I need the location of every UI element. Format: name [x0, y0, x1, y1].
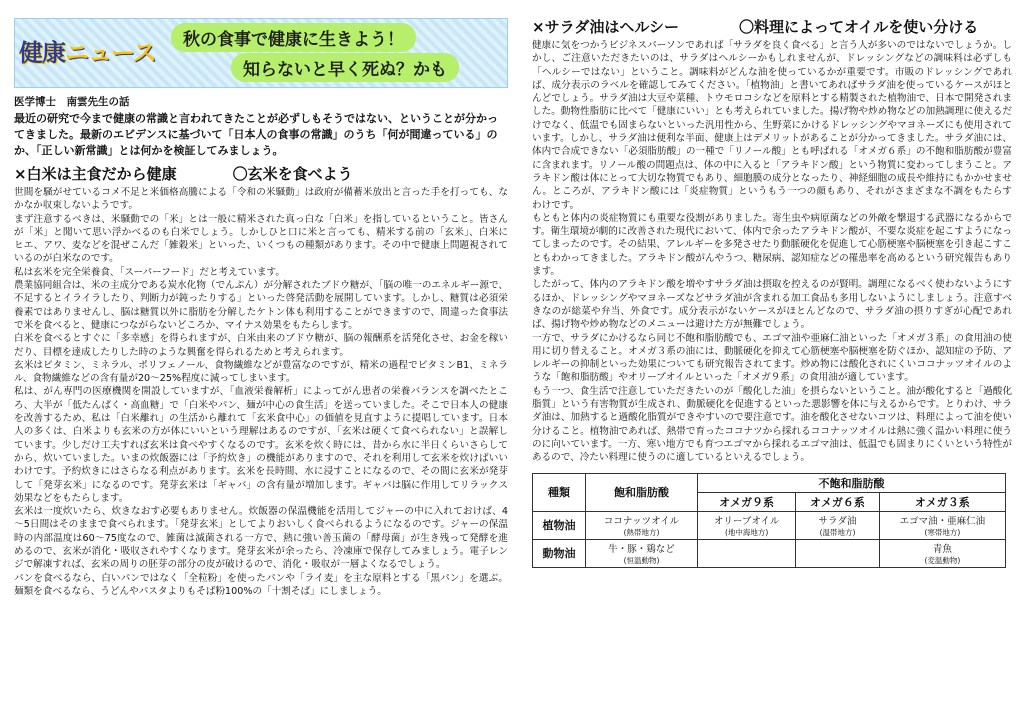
table-cell: 植物油 — [533, 511, 586, 539]
body-paragraph: 私は、がん専門の医療機関を開設していますが、「血液栄養解析」によってがん患者の栄養バランスを調べたところ、大半が「低たんぱく・高血糖」で「白米やパン、麺が中心の食生活」を送っていました。そこで日本人の健康を改善するため、私は「白米離れ」の生活から離れて「玄米食中心」の価値を見直すように提唱しています。日本人の多くは、白米よりも玄米の方が体にいいという理解はあるのですが、「玄米は硬くて食べられない」と誤解しています。少しだけ工夫すれば玄米は食べやすくなるのです。玄米を炊く時には、昔から水に半日くらいさらしてから、炊いていました。いまの炊飯器には「予約炊き」の機能がありますので、それを利用して玄米を炊けばいいわけです。予約炊きにはさらなる利点があります。玄米を長時間、水に浸すことになるので、その間に玄米が発芽して「発芽玄米」になるのです。発芽玄米は「ギャバ」の含有量が増加します。ギャバは脳に作用してリラックス効果などをもたらします。 — [14, 386, 508, 504]
oil-type-table — [532, 473, 1006, 568]
body-paragraph: もともと体内の炎症物質にも重要な役割がありました。寄生虫や病原菌などの外敵を撃退する武器になるからです。衛生環境が劇的に改善された現代において、体内で余ったアラキドン酸が、不要な炎症を起こすようになってしまったのです。その結果、アレルギーを多発させたり動脈硬化を促進して心筋梗塞や脳梗塞を引き起こすこともわかってきました。アラキドン酸がんやうつ、糖尿病、認知症などの罹患率を高めるという研究報告もあります。 — [532, 212, 1012, 278]
body-paragraph: もう一つ、食生活で注意していただきたいのが「酸化した油」を摂らないということ。油が酸化すると「過酸化脂質」という有害物質が生成され、動脈硬化を促進するといった悪影響を体に与えるからです。とりわけ、サラダ油は、加熱すると過酸化脂質ができやすいので要注意です。油を酸化させないコツは、料理によって油を使い分けること。植物油であれば、熱帯で育ったココナツから採れるココナッツオイルは熱に強く温かい料理に使うのに向いています。一方、寒い地方でも育つエゴマから採れるエゴマ油は、低温でも固まりにくいという特性があるので、冷たい料理に使うのに適しているといえるでしょう。 — [532, 385, 1012, 464]
body-paragraph: 一方で、サラダにかけるなら同じ不飽和脂肪酸でも、エゴマ油や亜麻仁油といった「オメガ３系」の食用油の使用に切り替えること。オメガ３系の油には、動脈硬化を抑えて心筋梗塞や脳梗塞を防ぐほか、認知症の予防、アレルギーの抑制といった効果についても研究報告されてます。炒め物には酸化されにくいココナッツオイルのような「飽和脂肪酸」やオリーブオイルといった「オメガ９系」の食用油が適しています。 — [532, 332, 1012, 384]
section-heading — [14, 163, 508, 184]
subheadline-bubble: 知らないと早く死ぬ？かも — [231, 53, 459, 82]
table-header-omega9: オメガ９系 — [698, 492, 796, 511]
fact-heading: 〇玄米を食べよう — [232, 165, 353, 183]
logo-accent: ニュース — [65, 38, 156, 67]
body-paragraph: したがって、体内のアラキドン酸を増やすサラダ油は摂取を控えるのが賢明。調理になるべく使わないようにするほか、ドレッシングやマヨネーズなどサラダ油が含まれる加工食品も多用しないようにしましょう。注意すべきなのが総菜や弁当、外食です。成分表示がないケースがほとんどなので、サラダ油の摂りすぎが心配であれば、揚げ物や炒め物などのメニューは避けた方が無難でしょう。 — [532, 279, 1012, 331]
table-header-type: 種類 — [533, 473, 586, 511]
cell-note: (変温動物) — [924, 555, 961, 565]
table-header-omega6: オメガ６系 — [796, 492, 880, 511]
newsletter-logo — [19, 33, 156, 68]
headline-bubble: 秋の食事で健康に生きよう！ — [171, 23, 416, 52]
body-paragraph: 健康に気をつかうビジネスパーソンであれば「サラダを良く食べる」と言う人が多いのではないでしょうか。しかし、ご注意いただきたいのは、サラダはヘルシーかもしれませんが、ドレッシングなどの調味料は必ずしも「ヘルシーではない」ということ。調味料がどんな油を使っているかが重要です。市販のドレッシングであれば、成分表示のラベルを確認してみてください。「植物油」と書いてあればサラダ油を使っているケースがほとんどでしょう。サラダ油は大豆や菜種、トウモロコシなどを原料とする精製された植物油で、日本で開発されました。動物性脂肪に比べて「健康にいい」とも考えられていました。揚げ物や炒め物などの加熱調理に使えるだけでなく、低温でも固まらないといった汎用性から、生野菜にかけるドレッシングやマヨネーズにも使用されています。しかし、サラダ油は便利な半面、健康上はデメリットがあることが分かってきました。サラダ油には、体内で合成できない「必須脂肪酸」の一種で「リノール酸」とも呼ばれる「オメガ６系」の不飽和脂肪酸が豊富に含まれます。リノール酸の問題点は、体の中に入ると「アラキドン酸」という物質に変わってしまうこと。アラキドン酸は体にとって大切な物質でもあり、細胞膜の成分となったり、神経細胞の成長や維持にもかかせません。ところが、アラキドン酸には「炎症物質」というもう一つの顔もあり、それがさまざまな不調をもたらすわけです。 — [532, 40, 1012, 211]
cell-text: オリーブオイル — [713, 515, 780, 527]
byline: 医学博士 南雲先生の話 — [14, 96, 130, 108]
table-cell — [879, 511, 1005, 539]
cell-note: (温帯地方) — [819, 527, 856, 537]
cell-note: (地中海地方) — [724, 527, 769, 537]
cell-text: サラダ油 — [818, 515, 857, 527]
myth-heading: ×サラダ油はヘルシー — [532, 18, 680, 36]
right-column — [532, 14, 1012, 714]
body-paragraph: 玄米はビタミン、ミネラル、ポリフェノール、食物繊維などが豊富なのですが、精米の過程でビタミンB1、ミネラル、食物繊維などの含有量が20～25%程度に減ってしまいます。 — [14, 359, 508, 385]
table-cell — [796, 511, 880, 539]
cell-text: エゴマ油・亜麻仁油 — [899, 515, 986, 527]
title-banner — [14, 18, 508, 88]
table-cell — [796, 539, 880, 567]
table-header-unsaturated: 不飽和脂肪酸 — [698, 473, 1006, 492]
lead-paragraph: 最近の研究で今まで健康の常識と言われてきたことが必ずしもそうではない、ということが分かってきました。最新のエビデンスに基づいて「日本人の食事の常識」のうち「何が間違っている」のか、「正しい新常識」とは何かを検証してみましょう。 — [14, 112, 498, 157]
table-header-omega3: オメガ３系 — [879, 492, 1005, 511]
table-header-saturated: 飽和脂肪酸 — [585, 473, 697, 511]
body-paragraph: 白米を食べるとすぐに「多幸感」を得られますが、白米由来のブドウ糖が、脳の報酬系を活発化させ、お金を稼いだり、目標を達成したりした時のような興奮を得られるためと考えられます。 — [14, 333, 508, 358]
table-cell — [585, 511, 697, 539]
logo-main: 健康 — [19, 38, 65, 67]
body-paragraph: パンを食べるなら、白いパンではなく「全粒粉」を使ったパンや「ライ麦」を主な原料とする「黒パン」を選ぶ。麺類を食べるなら、うどんやパスタよりもそば粉100%の「十割そば」にしましょう。 — [14, 572, 508, 597]
body-paragraph: 世間を騒がせているコメ不足と米価格高騰による「令和の米騒動」は政府が備蓄米放出と言った手を打っても、なかなか収束しないようです。 — [14, 187, 508, 212]
left-column — [14, 18, 508, 718]
table-cell — [879, 539, 1005, 567]
cell-note: (寒帯地方) — [924, 527, 961, 537]
cell-text: 青魚 — [932, 543, 952, 555]
body-paragraph: 私は玄米を完全栄養食、「スーパーフード」だと考えています。 — [14, 266, 285, 278]
cell-note: (恒温動物) — [623, 555, 660, 565]
myth-heading: ×白米は主食だから健康 — [14, 165, 177, 183]
fact-heading: 〇料理によってオイルを使い分ける — [739, 18, 979, 36]
section-heading — [532, 16, 1012, 37]
table-cell: 動物油 — [533, 539, 586, 567]
table-cell — [698, 539, 796, 567]
table-cell — [585, 539, 697, 567]
cell-text: 牛・豚・鶏など — [608, 543, 675, 555]
cell-text: ココナッツオイル — [603, 515, 680, 527]
body-paragraph: まず注意するべきは、米騒動での「米」とは一般に精米された真っ白な「白米」を指しているということ。皆さんが「米」と聞いて思い浮かべるのも白米でしょう。しかしひと口に米と言っても、精米する前の「玄米」、白米にヒエ、アワ、麦などを混ぜこんだ「雑穀米」といった、いくつもの種類があります。その中で健康上問題視されているのが白米なのです。 — [14, 213, 508, 265]
body-paragraph: 玄米は一度炊いたら、炊きなおす必要もありません。炊飯器の保温機能を活用してジャーの中に入れておけば、4～5日間はそのままで食べられます。「発芽玄米」としてよりおいしく食べられるようになるのです。ジャーの保温時の内部温度は60～75度なので、雑菌は滅菌される一方で、熱に強い善玉菌の「酵母菌」が生き残って発酵を進めるので、玄米が消化・吸収されやすくなります。発芽玄米が余ったら、冷凍庫で保存してみましょう。電子レンジで解凍すれば、玄米の周りの胚芽の部分の皮が破けるので、消化・吸収が一層よくなるでしょう。 — [14, 506, 508, 571]
table-cell — [698, 511, 796, 539]
body-paragraph: 農業協同組合は、米の主成分である炭水化物（でんぷん）が分解されたブドウ糖が、「脳の唯一のエネルギー源で、不足するとイライラしたり、判断力が鈍ったりする」といった啓発活動を展開しています。しかし、糖質は必須栄養素ではありませんし、脳は糖質以外に脂肪を分解したケトン体も利用することができますので、間違った食事法で米を食べると、健康につながらないどころか、マイナス効果をもたらします。 — [14, 280, 508, 331]
table-row — [533, 511, 1006, 539]
table-row — [533, 539, 1006, 567]
cell-note: (熱帯地方) — [623, 527, 660, 537]
